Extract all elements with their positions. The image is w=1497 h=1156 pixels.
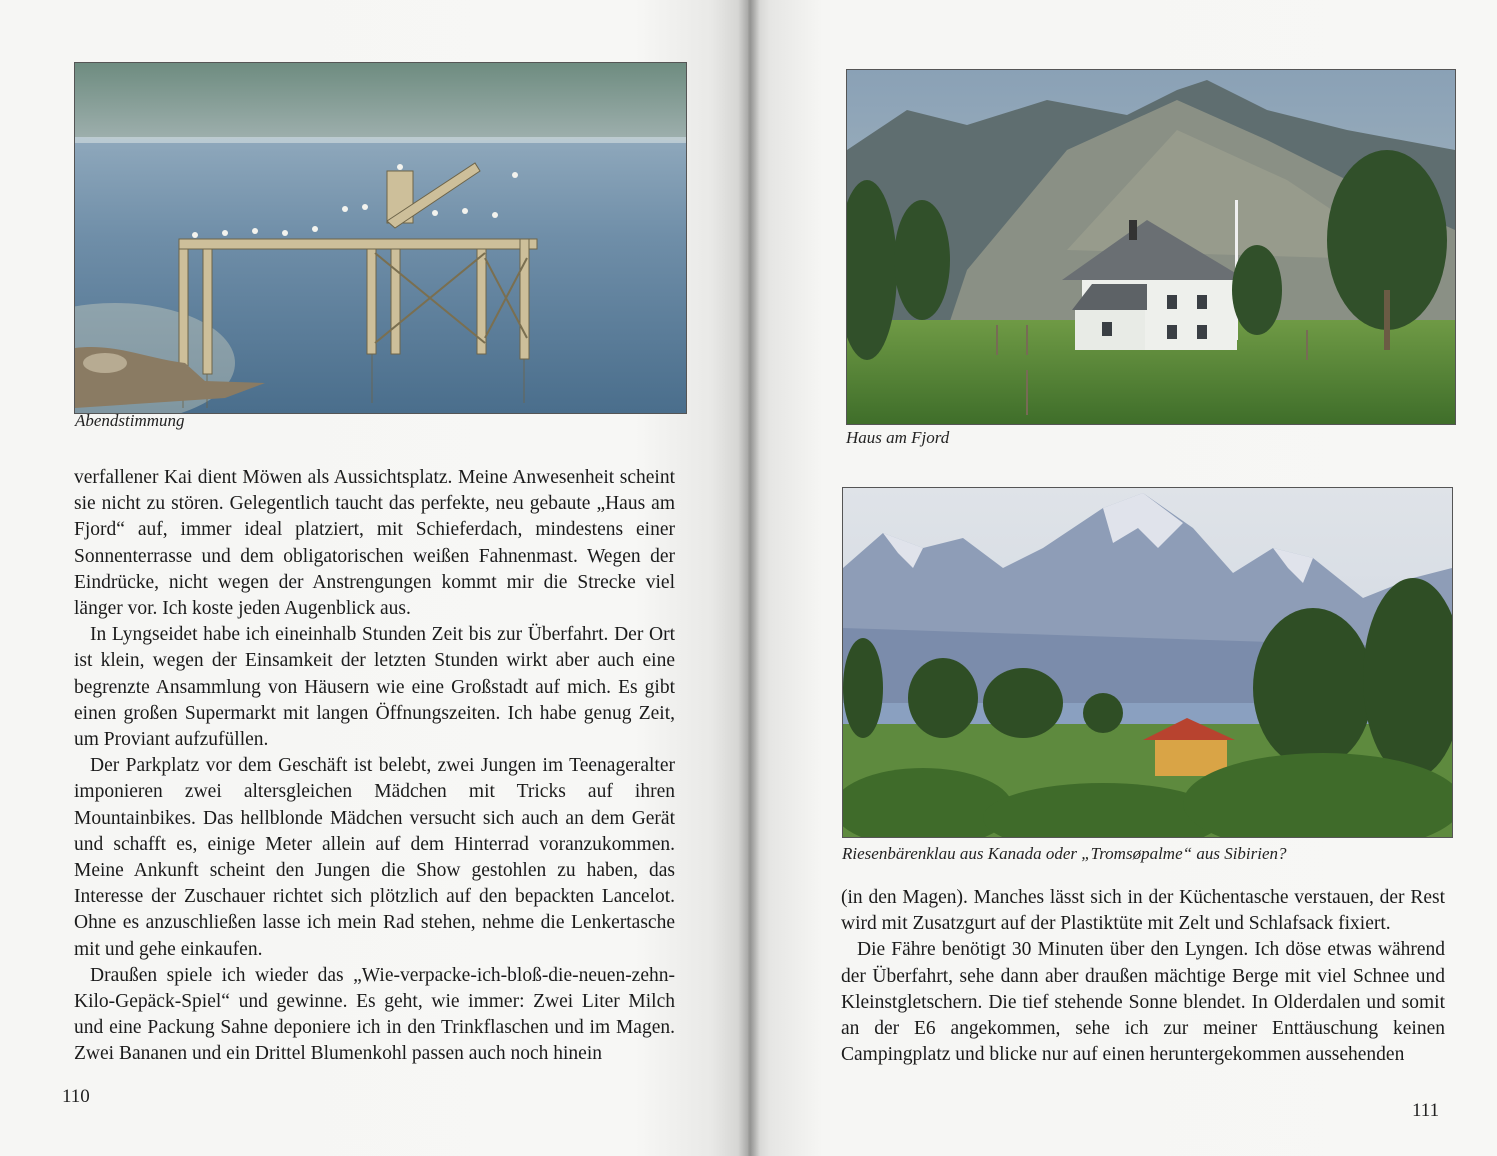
paragraph: Der Parkplatz vor dem Geschäft ist belebt, zwei Jungen im Teenageralter imponieren zwei altersgleichen Mädchen mit Tricks auf ihren Mountainbikes. Das hellblonde Mädchen versucht sich auch an dem Gerät und schafft es, einige Meter allein auf dem Hinterrad voranzukommen. Meine Ankunft scheint den Jungen die Show gestohlen zu haben, das Interesse der Zuschauer richtet sich plötzlich auf den bepackten Lancelot. Ohne es anzuschließen lasse ich mein Rad stehen, nehme die Lenkertasche mit und gehe einkaufen. (74, 755, 675, 960)
photo-evening-pier (74, 62, 687, 414)
body-text-right (841, 885, 1445, 1068)
paragraph: verfallener Kai dient Möwen als Aussichtsplatz. Meine Anwesenheit scheint sie nicht zu stören. Gelegentlich taucht das perfekte, neu gebaute „Haus am Fjord“ auf, immer ideal platziert, mit Schieferdach, mindestens einer Sonnenterrasse und dem obligatorischen weißen Fahnenmast. Wegen der Eindrücke, nicht wegen der Anstrengungen kommt mir die Strecke viel länger vor. Ich koste jeden Augenblick aus. (74, 467, 675, 620)
photo-caption: Riesenbärenklau aus Kanada oder „Tromsøpalme“ aus Sibirien? (842, 844, 1287, 863)
body-text-left (74, 465, 675, 1068)
photo-house-fjord (846, 69, 1456, 425)
left-page (0, 0, 748, 1156)
paragraph: Draußen spiele ich wieder das „Wie-verpacke-ich-bloß-die-neuen-zehn-Kilo-Gepäck-Spiel“ und gewinne. Es geht, wie immer: Zwei Liter Milch und eine Packung Sahne deponiere ich in den Trinkflaschen und im Magen. Zwei Bananen und ein Drittel Blumenkohl passen auch noch hinein (74, 964, 675, 1065)
right-page (748, 0, 1497, 1156)
paragraph: (in den Magen). Manches lässt sich in der Küchentasche verstauen, der Rest wird mit Zusatzgurt auf der Plastiktüte mit Zelt und Schlafsack fixiert. (841, 887, 1445, 935)
paragraph: Die Fähre benötigt 30 Minuten über den Lyngen. Ich döse etwas während der Überfahrt, sehe dann aber draußen mächtige Berge mit viel Schnee und Kleinstgletschern. Die tief stehende Sonne blendet. In Olderdalen und somit an der E6 angekommen, sehe ich zur meiner Enttäuschung keinen Campingplatz und blicke nur auf einen heruntergekommen aussehenden (841, 939, 1445, 1066)
paragraph: In Lyngseidet habe ich eineinhalb Stunden Zeit bis zur Überfahrt. Der Ort ist klein, wegen der Einsamkeit der letzten Stunden wirkt aber auch eine begrenzte Ansammlung von Häusern wie eine Großstadt auf mich. Es gibt einen großen Supermarkt mit langen Öffnungszeiten. Ich habe genug Zeit, um Proviant aufzufüllen. (74, 624, 675, 751)
page-number: 111 (1412, 1100, 1440, 1121)
photo-caption: Haus am Fjord (846, 428, 950, 447)
page-number: 110 (62, 1086, 90, 1107)
book-gutter (738, 0, 760, 1156)
photo-mountains-hogweed (842, 487, 1453, 838)
photo-caption: Abendstimmung (75, 411, 185, 430)
